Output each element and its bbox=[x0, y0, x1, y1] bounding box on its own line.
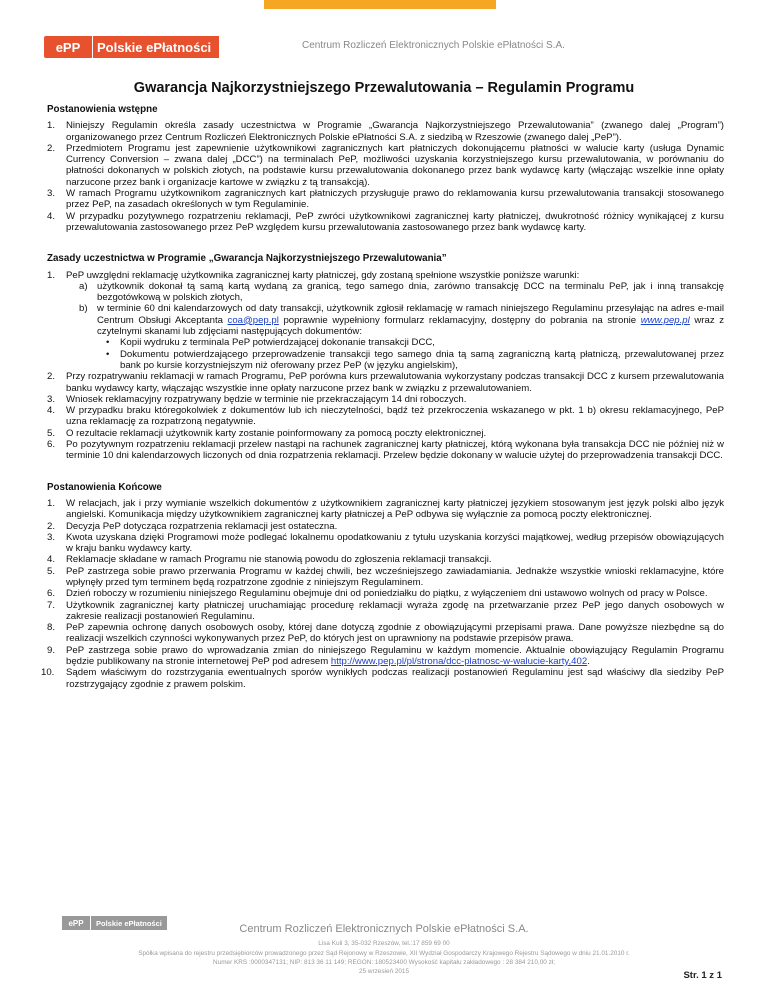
email-link[interactable]: coa@pep.pl bbox=[227, 314, 279, 326]
list-item: 5. PeP zastrzega sobie prawo przerwania Programu w każdej chwili, bez wcześniejszego zawiadamiania. Jednakże wszystkie wnioski reklamacyjne, które wpłynęły przed tym terminem będą rozpatrzone zgodnie z niniejszym Regulaminem. bbox=[47, 565, 724, 588]
list-item: 1. PeP uwzględni reklamację użytkownika zagranicznej karty płatniczej, gdy zostaną spełnione wszystkie poniższe warunki: a) użytkownik dokonał tą samą kartą wydaną za granicą, tego samego dnia, zarówno transakcję DCC na terminalu PeP, jak i inną transakcję bezgotówkową w polskich złotych, b) w terminie 60 dni kalendarzowych od daty transakcji, użytkownik zgłosił reklamację w ramach niniejszego Regulaminu przesyłając na adres e-mail Centrum Obsługi Akceptanta coa@pep.pl poprawnie wypełniony formularz reklamacyjny, dostępny do pobrania na stronie www.pep.pl wraz z czytelnymi skanami lub zdjęciami następujących dokumentów: • Kopii wydruku z terminala PeP potwierdzającej dokonanie transakcji DCC, • Dokumentu potwierdzającego przeprowadzenie transakcji tego samego dnia tą samą zagraniczną kartą płatniczą, przewalutowanej przez bank po kursie korzystniejszym niż oferowany przez PeP (w języku angielskim), bbox=[47, 269, 724, 371]
section-heading-rules: Zasady uczestnictwa w Programie „Gwarancja Najkorzystniejszego Przewalutowania” bbox=[47, 253, 447, 265]
header-company: Centrum Rozliczeń Elektronicznych Polskie ePłatności S.A. bbox=[302, 40, 565, 51]
footer-numbers: Numer KRS :0000347131; NIP: 813 36 11 149; REGON: 180523400 Wysokość kapitału zakładowego : 28 384 210,00 zł; bbox=[213, 959, 555, 966]
document-body bbox=[41, 104, 724, 710]
section-heading-final: Postanowienia Końcowe bbox=[47, 481, 162, 493]
list-item: 10. Sądem właściwym do rozstrzygania ewentualnych sporów wynikłych podczas realizacji postanowień Regulaminu jest sąd właściwy dla siedziby PeP rozstrzygający zgodnie z prawem polskim. bbox=[41, 667, 724, 690]
top-accent-bar bbox=[264, 0, 496, 9]
rules-list bbox=[47, 270, 724, 462]
list-item: 9. PeP zastrzega sobie prawo do wprowadzania zmian do niniejszego Regulaminu w każdym momencie. Aktualnie obowiązujący Regulamin Programu będzie publikowany na stronie internetowej PeP pod adresem http://www.pep.pl/pl/strona/dcc-platnosc-w-walucie-karty,402. bbox=[47, 644, 724, 668]
list-item: 5. O rezultacie reklamacji użytkownik karty zostanie poinformowany za pomocą poczty elektronicznej. bbox=[47, 427, 487, 439]
brand-logo bbox=[44, 36, 219, 58]
bullet-item: • Dokumentu potwierdzającego przeprowadzenie transakcji tego samego dnia tą samą zagraniczną kartą płatniczą, przewalutowanej przez bank po kursie korzystniejszym niż oferowany przez PeP (w języku angielskim), bbox=[106, 348, 724, 371]
list-item: 1. W relacjach, jak i przy wymianie wszelkich dokumentów z użytkownikiem zagranicznej karty płatniczej językiem stosowanym jest język polski albo język angielski. Komunikacja między użytkownikiem zagranicznej karty płatniczej a PeP odbywa się wyłącznie za pomocą poczty elektronicznej. bbox=[47, 497, 724, 521]
list-item: 1. Niniejszy Regulamin określa zasady uczestnictwa w Programie „Gwarancja Najkorzystniejszego Przewalutowania” (zwanego dalej „Program”) organizowanego przez Centrum Rozliczeń Elektronicznych Polskie ePłatności S.A. z siedzibą w Rzeszowie (zwanego dalej „PeP”). bbox=[47, 120, 724, 143]
regulation-url-link[interactable]: http://www.pep.pl/pl/strona/dcc-platnosc-w-walucie-karty,402 bbox=[330, 656, 588, 668]
list-item: 8. PeP zapewnia ochronę danych osobowych osoby, której dane dotyczą zgodnie z obowiązującymi przepisami prawa. Dane powyższe niezbędne są do realizacji wszelkich czynności wykonywanych przez PeP, do których jest on uprawniony na podstawie przepisów prawa. bbox=[47, 622, 724, 645]
list-item: 6. Dzień roboczy w rozumieniu niniejszego Regulaminu obejmuje dni od poniedziałku do piątku, z wyłączeniem dni ustawowo wolnych od pracy w Polsce. bbox=[47, 588, 708, 600]
list-item: 2. Przy rozpatrywaniu reklamacji w ramach Programu, PeP porówna kurs przewalutowania wykorzystany podczas transakcji DCC z kursem przewalutowania banku wydawcy karty, włączając wszystkie inne opłaty narzucone przez bank w związku z przewalutowaniem. bbox=[47, 371, 724, 394]
list-item: 4. W przypadku pozytywnego rozpatrzeniu reklamacji, PeP zwróci użytkownikowi zagranicznej karty płatniczej, dwukrotność różnicy wynikającej z kursu przewalutowania zastosowanego przez PeP względem kursu przewalutowania zastosowanego przez bank wydawcę karty. bbox=[47, 210, 724, 233]
bullet-item: • Kopii wydruku z terminala PeP potwierdzającej dokonanie transakcji DCC, bbox=[106, 337, 435, 349]
list-item: 3. Wniosek reklamacyjny rozpatrywany będzie w terminie nie przekraczającym 14 dni roboczych. bbox=[47, 393, 467, 405]
intro-list bbox=[47, 120, 724, 233]
list-item: 2. Decyzja PeP dotycząca rozpatrzenia reklamacji jest ostateczna. bbox=[47, 520, 338, 532]
list-item: 4. Reklamacje składane w ramach Programu nie stanowią powodu do zgłoszenia reklamacji transakcji. bbox=[47, 554, 492, 566]
list-item: 3. Kwota uzyskana dzięki Programowi może podlegać lokalnemu opodatkowaniu z tytułu uzyskania korzyści majątkowej, według przepisów obowiązujących w kraju banku wydawcy karty. bbox=[47, 531, 724, 555]
footer-address: Lisa Kuli 3, 35-032 Rzeszów, tel.:17 859 69 00 bbox=[318, 940, 450, 947]
footer-company: Centrum Rozliczeń Elektronicznych Polskie ePłatności S.A. bbox=[239, 923, 529, 935]
logo-mark-icon: ePP bbox=[44, 36, 92, 58]
footer-logo-name: Polskie ePłatności bbox=[90, 916, 167, 930]
final-list bbox=[41, 497, 724, 690]
page-number: Str. 1 z 1 bbox=[683, 970, 722, 981]
footer-date: 25 wrzesień 2015 bbox=[358, 968, 410, 975]
sub-item-b: b) w terminie 60 dni kalendarzowych od daty transakcji, użytkownik zgłosił reklamację w ramach niniejszego Regulaminu przesyłając na adres e-mail Centrum Obsługi Akceptanta coa@pep.pl poprawnie wypełniony formularz reklamacyjny, dostępny do pobrania na stronie www.pep.pl wraz z czytelnymi skanami lub zdjęciami następujących dokumentów: bbox=[79, 303, 724, 338]
list-item: 3. W ramach Programu użytkownikom zagranicznych kart płatniczych przysługuje prawo do reklamowania kursu przewalutowania transakcji stosowanego przez PeP, na zasadach określonych w tym Regulaminie. bbox=[47, 188, 724, 211]
bullet-icon: • bbox=[106, 348, 110, 360]
list-item: 4. W przypadku braku któregokolwiek z dokumentów lub ich nieczytelności, bądź też przekroczenia wskazanego w pkt. 1 b) okresu reklamacyjnego, PeP uzna reklamację za rozpatrzoną negatywnie. bbox=[47, 405, 724, 428]
sub-item-a: a) użytkownik dokonał tą samą kartą wydaną za granicą, tego samego dnia, zarówno transakcję DCC na terminalu PeP, jak i inną transakcję bezgotówkową w polskich złotych, bbox=[79, 280, 724, 304]
bullet-icon: • bbox=[106, 337, 110, 349]
list-item: 2. Przedmiotem Programu jest zapewnienie użytkownikowi zagranicznych kart płatniczych dokonującemu płatności w walucie karty (usługa Dynamic Currency Conversion – zwana dalej „DCC”) na terminalach PeP, możliwości uzyskania korzystniejszego kursu przewalutowania, w porównaniu do płatności dokonanych w polskich złotych, na podstawie kursu przewalutowania dokonanego przez bank wydawcę karty (włączając wszelkie inne opłaty narzucone przez bank i organizacje kartowe w związku z tą transakcją). bbox=[47, 142, 724, 188]
page-title: Gwarancja Najkorzystniejszego Przewalutowania – Regulamin Programu bbox=[133, 80, 635, 96]
website-link[interactable]: www.pep.pl bbox=[640, 314, 690, 326]
section-heading-intro: Postanowienia wstępne bbox=[47, 104, 158, 115]
list-item: 6. Po pozytywnym rozpatrzeniu reklamacji przelew nastąpi na rachunek zagranicznej karty płatniczej, którą wykonana była transakcja DCC nie później niż w terminie 10 dni kalendarzowych liczonych od dnia rozpatrzenia reklamacji. Przelew będzie dokonany w walucie użytej do przeprowadzenia transakcji DCC. bbox=[47, 439, 724, 462]
list-item: 7. Użytkownik zagranicznej karty płatniczej uruchamiając procedurę reklamacji wyraża zgodę na przetwarzanie przez PeP jego danych osobowych w zakresie realizacji postanowień Regulaminu. bbox=[47, 599, 724, 622]
logo-name: Polskie ePłatności bbox=[92, 36, 219, 58]
footer-logo-mark-icon: ePP bbox=[62, 916, 90, 930]
footer-registry: Spółka wpisana do rejestru przedsiębiorców prowadzonego przez Sąd Rejonowy w Rzeszowie, XII Wydział Gospodarczy Krajowego Rejestru Sądowego w dniu 21.01.2010 r. bbox=[138, 950, 630, 957]
